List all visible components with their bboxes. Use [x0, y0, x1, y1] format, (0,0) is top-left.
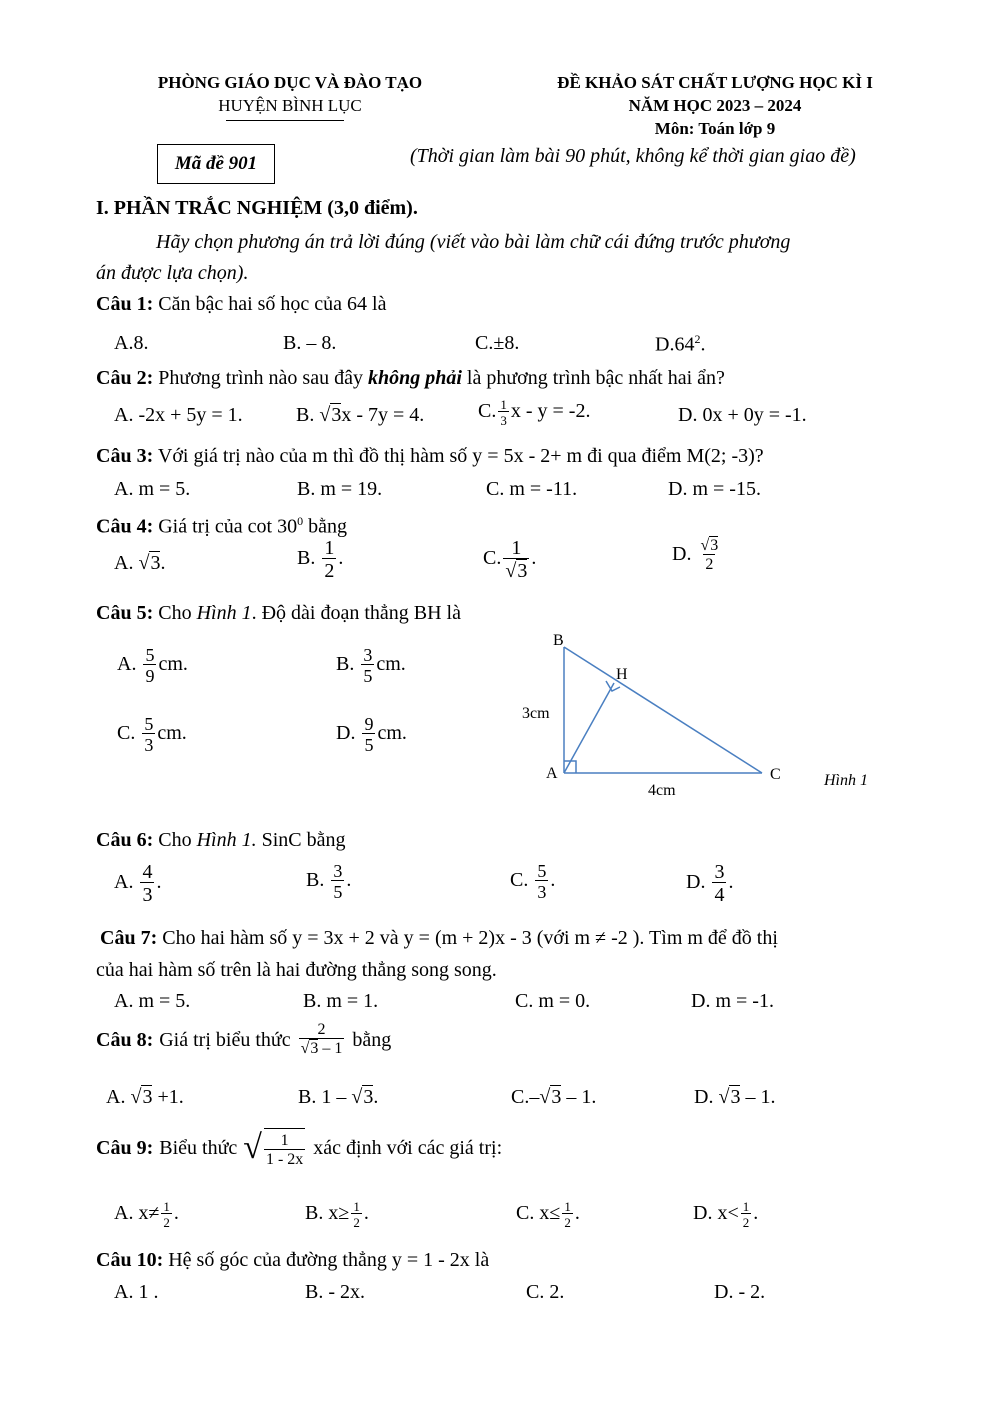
q4-option-a: A. √3. — [114, 552, 166, 574]
question-5: Câu 5: Cho Hình 1. Độ dài đoạn thẳng BH là — [96, 602, 461, 624]
label-h: H — [616, 666, 628, 683]
department-name: PHÒNG GIÁO DỤC VÀ ĐÀO TẠO — [157, 73, 423, 92]
question-7: Câu 7: Cho hai hàm số y = 3x + 2 và y = (m + 2)x - 3 (với m ≠ -2 ). Tìm m để đồ thị — [100, 927, 778, 949]
q3-option-d: D. m = -15. — [668, 478, 761, 500]
q5-option-d: D. $\frac{9}{5}$ cm. — [336, 714, 407, 755]
q3-option-b: B. m = 19. — [297, 478, 383, 500]
subject: Môn: Toán lớp 9 — [654, 119, 776, 138]
q10-option-d: D. - 2. — [714, 1281, 766, 1303]
q2-option-c: C. $\frac{1}{3}$ x - y = -2. — [478, 397, 591, 428]
instruction-line-1: Hãy chọn phương án trả lời đúng (viết vào bài làm chữ cái đứng trước phương — [156, 231, 791, 253]
altitude-ah — [564, 683, 614, 773]
q9-option-b: B. x≥ $\frac{1}{2}$ . — [305, 1199, 369, 1230]
q7-option-c: C. m = 0. — [515, 990, 591, 1012]
question-3: Câu 3: Với giá trị nào của m thì đồ thị hàm số y = 5x - 2+ m đi qua điểm M(2; -3)? — [96, 445, 764, 467]
q10-option-a: A. 1 . — [114, 1281, 159, 1303]
label-c: C — [770, 766, 781, 783]
label-b: B — [553, 632, 564, 649]
q5-option-b: B. $\frac{3}{5}$ cm. — [336, 645, 406, 686]
question-2: Câu 2: Phương trình nào sau đây không phải là phương trình bậc nhất hai ẩn? — [96, 367, 725, 389]
school-year: NĂM HỌC 2023 – 2024 — [628, 96, 802, 115]
label-ac-length: 4cm — [648, 782, 676, 799]
question-7-line-2: của hai hàm số trên là hai đường thẳng song song. — [96, 959, 497, 981]
q1-option-a: A.8. — [114, 332, 149, 354]
instruction-line-2: án được lựa chọn). — [96, 262, 249, 284]
q10-option-c: C. 2. — [526, 1281, 565, 1303]
q2-option-a: A. -2x + 5y = 1. — [114, 404, 243, 426]
time-note: (Thời gian làm bài 90 phút, không kể thời gian giao đề) — [410, 145, 856, 167]
q2-option-b: B. √3x - 7y = 4. — [296, 404, 425, 426]
q4-option-d: D. $\frac{√3}{2}$ — [672, 537, 719, 573]
q5-option-c: C. $\frac{5}{3}$ cm. — [117, 714, 187, 755]
q3-option-a: A. m = 5. — [114, 478, 191, 500]
question-10: Câu 10: Hệ số góc của đường thẳng y = 1 - 2x là — [96, 1249, 490, 1271]
q2-option-d: D. 0x + 0y = -1. — [678, 404, 807, 426]
q9-option-a: A. x≠ $\frac{1}{2}$ . — [114, 1199, 179, 1230]
q4-option-b: B. $\frac{1}{2}$ . — [297, 537, 344, 582]
q9-option-c: C. x≤ $\frac{1}{2}$ . — [516, 1199, 580, 1230]
q8-option-c: C.–√3 – 1. — [511, 1086, 597, 1108]
q1-option-d: $D.64^2$. — [655, 332, 706, 356]
question-9: Câu 9: Biểu thức √ $\frac{1}{1 - 2x}$ xác định với các giá trị: — [96, 1129, 503, 1168]
exam-code-box: Mã đề 901 — [157, 144, 275, 184]
label-a: A — [546, 765, 558, 782]
district-name: HUYỆN BÌNH LỤC — [218, 96, 362, 115]
q6-option-a: A. $\frac{4}{3}$ . — [114, 861, 162, 906]
section-title: I. PHẦN TRẮC NGHIỆM (3,0 điểm). — [96, 197, 418, 219]
q8-option-b: B. 1 – √3. — [298, 1086, 379, 1108]
q3-option-c: C. m = -11. — [486, 478, 578, 500]
q8-option-d: D. √3 – 1. — [694, 1086, 776, 1108]
triangle-figure — [500, 625, 900, 805]
q4-option-c: C. $\frac{1}{√3}$ . — [483, 537, 537, 582]
q8-option-a: A. √3 +1. — [106, 1086, 184, 1108]
q5-option-a: A. $\frac{5}{9}$ cm. — [117, 645, 188, 686]
label-ab-length: 3cm — [522, 705, 550, 722]
q1-option-b: B. – 8. — [283, 332, 337, 354]
question-6: Câu 6: Cho Hình 1. SinC bằng — [96, 829, 346, 851]
q6-option-b: B. $\frac{3}{5}$ . — [306, 861, 352, 902]
question-1: Câu 1: Căn bậc hai số học của 64 là — [96, 293, 387, 315]
q6-option-d: D. $\frac{3}{4}$ . — [686, 861, 734, 906]
exam-title: ĐỀ KHẢO SÁT CHẤT LƯỢNG HỌC KÌ I — [557, 73, 873, 92]
q7-option-a: A. m = 5. — [114, 990, 191, 1012]
q6-option-c: C. $\frac{5}{3}$ . — [510, 861, 556, 902]
q10-option-b: B. - 2x. — [305, 1281, 365, 1303]
question-8: Câu 8: Giá trị biểu thức $\frac{2}{√3 - 1}$ bằng — [96, 1021, 392, 1057]
q7-option-b: B. m = 1. — [303, 990, 379, 1012]
q9-option-d: D. x< $\frac{1}{2}$ . — [693, 1199, 759, 1230]
figure-caption: Hình 1 — [824, 772, 868, 789]
q7-option-d: D. m = -1. — [691, 990, 774, 1012]
q1-option-c: C.±8. — [475, 332, 520, 354]
side-bc — [564, 647, 762, 773]
header-underline — [226, 120, 344, 121]
question-4: Câu 4: Giá trị của $\cot 30^0$ bằng — [96, 514, 347, 538]
